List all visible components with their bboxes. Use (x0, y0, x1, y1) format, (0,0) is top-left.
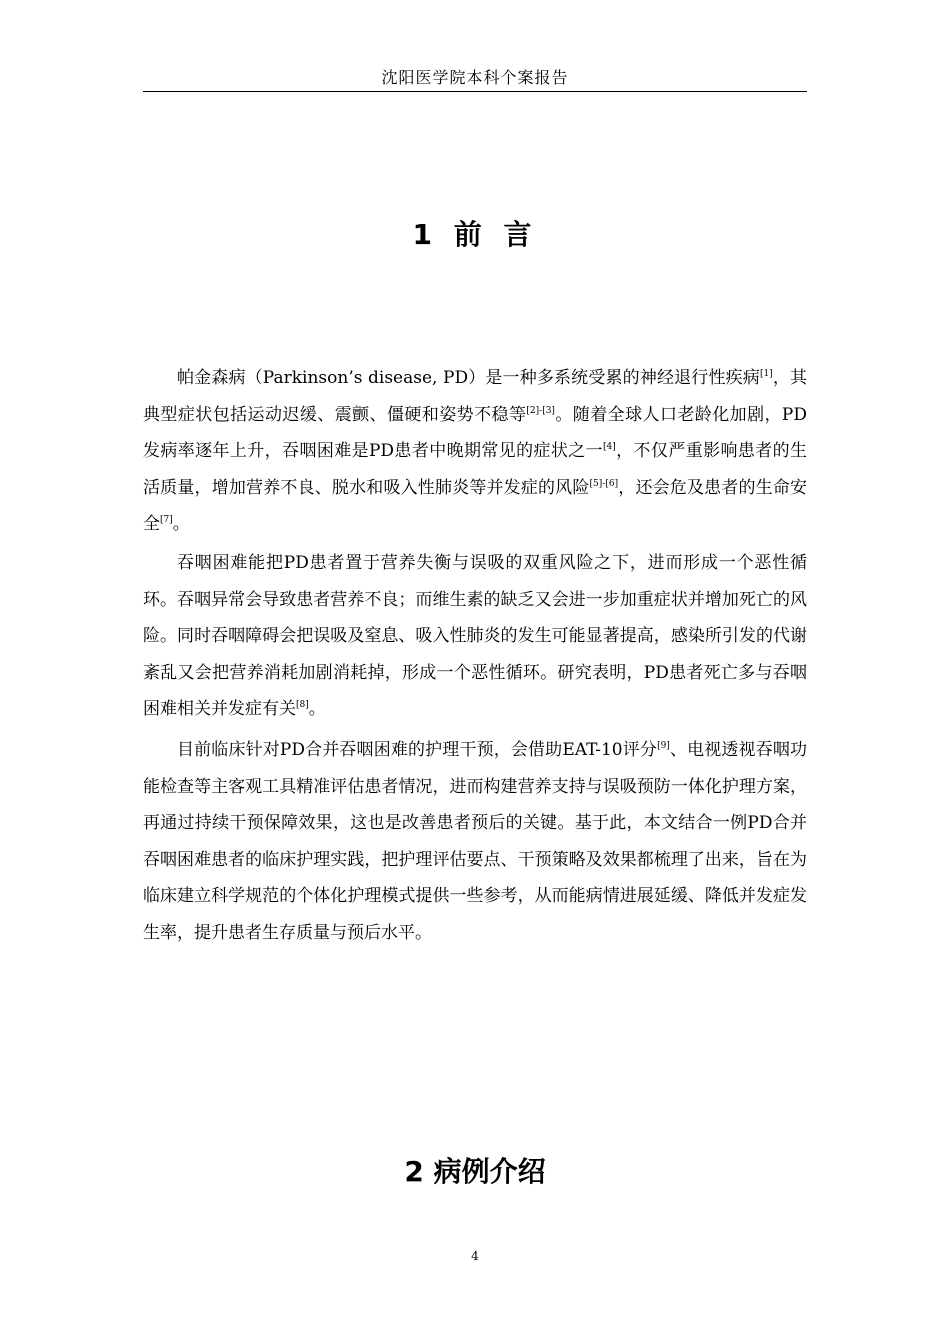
paragraph-1-text-1: 帕金森病（Parkinson’s disease, PD）是一种多系统受累的神经退行性疾病 (177, 368, 760, 388)
paragraph-1-text-5: ，还会危及患者的生命安全 (143, 477, 808, 534)
page-header: 沈阳医学院本科个案报告 (381, 68, 569, 87)
paragraph-1-text-3: 。随着全球人口老龄化加剧，PD发病率逐年上升，吞咽困难是PD患者中晚期常见的症状之一 (143, 404, 808, 461)
citation-7: [7] (160, 515, 173, 525)
paragraph-3-text-1: 目前临床针对PD合并吞咽困难的护理干预，会借助EAT-10评分 (177, 740, 658, 760)
paragraph-1 (143, 360, 807, 543)
header-divider (143, 91, 807, 92)
paragraph-1-text-6: 。 (172, 514, 190, 534)
citation-4: [4] (603, 442, 616, 452)
citation-5-6: [5]-[6] (589, 478, 619, 489)
paragraph-2-text-1: 吞咽困难能把PD患者置于营养失衡与误吸的双重风险之下，进而形成一个恶性循环。吞咽异常会导致患者营养不良；而维生素的缺乏又会进一步加重症状并增加死亡的风险。同时吞咽障碍会把误吸及窒息、吸入性肺炎的发生可能显著提高，感染所引发的代谢紊乱又会把营养消耗加剧消耗掉，形成一个恶性循环。研究表明，PD患者死亡多与吞咽困难相关并发症有关 (143, 553, 807, 719)
citation-1: [1] (759, 369, 773, 379)
paragraph-2 (143, 545, 807, 728)
page-number: 4 (471, 1249, 479, 1263)
paragraph-1-text-2: ，其典型症状包括运动迟缓、震颤、僵硬和姿势不稳等 (143, 368, 808, 425)
paragraph-2-text-2: 。 (308, 699, 326, 719)
citation-8: [8] (296, 700, 309, 710)
section-heading-case-introduction: 2 病例介绍 (404, 1155, 546, 1188)
paragraph-3 (143, 732, 807, 951)
paragraph-3-text-2: 、电视透视吞咽功能检查等主客观工具精准评估患者情况，进而构建营养支持与误吸预防一体化护理方案，再通过持续干预保障效果，这也是改善患者预后的关键。基于此，本文结合一例PD合并吞咽困难患者的临床护理实践，把护理评估要点、干预策略及效果都梳理了出来，旨在为临床建立科学规范的个体化护理模式提供一些参考，从而能病情进展延缓、降低并发症发生率，提升患者生存质量与预后水平。 (143, 740, 807, 943)
section-heading-introduction: 1 前 言 (412, 218, 538, 251)
paragraph-1-text-4: ，不仅严重影响患者的生活质量，增加营养不良、脱水和吸入性肺炎等并发症的风险 (143, 441, 807, 498)
citation-2-3: [2]-[3] (526, 405, 555, 416)
citation-9: [9] (657, 741, 670, 751)
